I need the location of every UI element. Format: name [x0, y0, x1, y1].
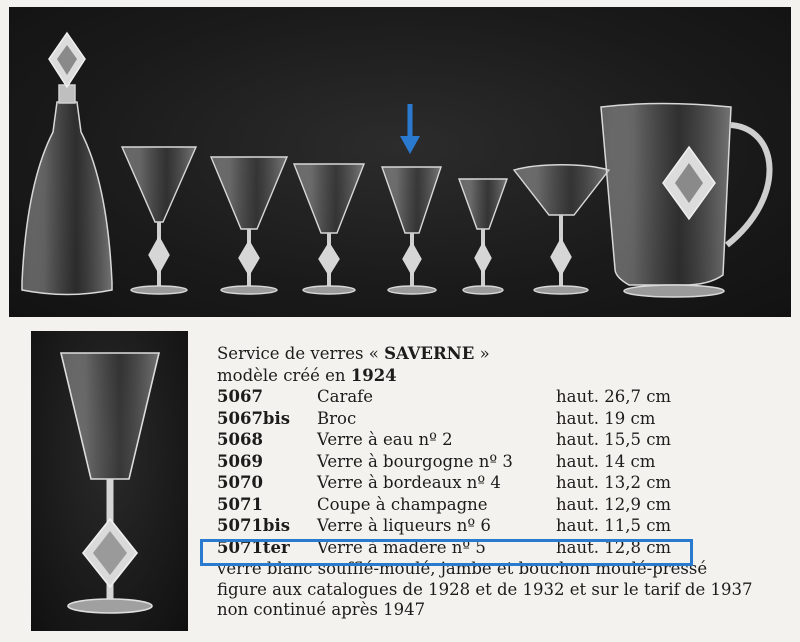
- item-ref: 5067bis: [217, 408, 291, 428]
- glass-liqueur: [459, 179, 507, 294]
- item-ref: 5068: [217, 430, 263, 449]
- item-size: haut. 26,7 cm: [556, 387, 672, 406]
- item-ref: 5070: [217, 473, 263, 492]
- title-prefix: Service de verres «: [217, 344, 385, 363]
- item-desc: Verre à liqueurs nº 6: [317, 516, 491, 535]
- item-desc: Verre à eau nº 2: [317, 430, 453, 449]
- madeira-glass-photo: [31, 331, 188, 631]
- item-desc: Carafe: [317, 387, 374, 406]
- glass-burgundy: [211, 157, 287, 294]
- glass-champagne: [514, 165, 609, 294]
- item-ref: 5071bis: [217, 516, 291, 535]
- item-ref: 5067: [217, 387, 263, 406]
- catalog-row: [217, 408, 797, 430]
- down-arrow-icon: [400, 104, 420, 156]
- item-desc: Verre à bourgogne nº 3: [317, 451, 513, 471]
- subtitle-prefix: modèle créé en: [217, 365, 351, 385]
- item-size: haut. 13,2 cm: [556, 473, 672, 492]
- catalog-row: [217, 472, 797, 494]
- catalog-row: [217, 515, 797, 537]
- item-desc: Broc: [317, 408, 357, 428]
- model-name: SAVERNE: [384, 344, 475, 363]
- item-ref: 5069: [217, 451, 263, 471]
- item-ref: 5071ter: [217, 537, 290, 557]
- item-desc: Coupe à champagne: [317, 494, 488, 514]
- item-size: haut. 12,8 cm: [556, 537, 672, 557]
- title-suffix: »: [474, 344, 490, 363]
- item-size: haut. 14 cm: [556, 451, 656, 471]
- highlight-box: [200, 539, 693, 566]
- catalog-row: [217, 386, 797, 408]
- item-size: haut. 12,9 cm: [556, 494, 672, 514]
- glass-bordeaux: [294, 164, 364, 294]
- item-size: haut. 11,5 cm: [556, 516, 672, 535]
- catalog-title: [217, 343, 797, 365]
- glassware-set-photo: [9, 7, 791, 317]
- item-size: haut. 19 cm: [556, 408, 656, 428]
- catalog-note: figure aux catalogues de 1928 et de 1932 et sur le tarif de 1937: [217, 579, 753, 599]
- catalog-subtitle: [217, 365, 797, 387]
- item-desc: Verre à bordeaux nº 4: [317, 473, 501, 492]
- creation-year: 1924: [350, 365, 397, 385]
- item-size: haut. 15,5 cm: [556, 430, 672, 449]
- catalog-note: non continué après 1947: [217, 600, 426, 619]
- pitcher: [601, 104, 770, 298]
- item-desc: Verre à madère nº 5: [317, 537, 486, 557]
- catalog-row: [217, 451, 797, 473]
- catalog-row: [217, 429, 797, 451]
- item-ref: 5071: [217, 494, 263, 514]
- glass-water: [122, 147, 196, 294]
- glass-madeira: [382, 167, 441, 294]
- catalog-entry: [217, 343, 797, 620]
- catalog-note: verre blanc soufflé-moulé, jambe et bouchon moulé-pressé: [217, 559, 708, 578]
- single-glass-illustration: [31, 331, 188, 631]
- carafe: [22, 33, 112, 295]
- catalog-row: [217, 494, 797, 516]
- glassware-illustration: [9, 7, 791, 317]
